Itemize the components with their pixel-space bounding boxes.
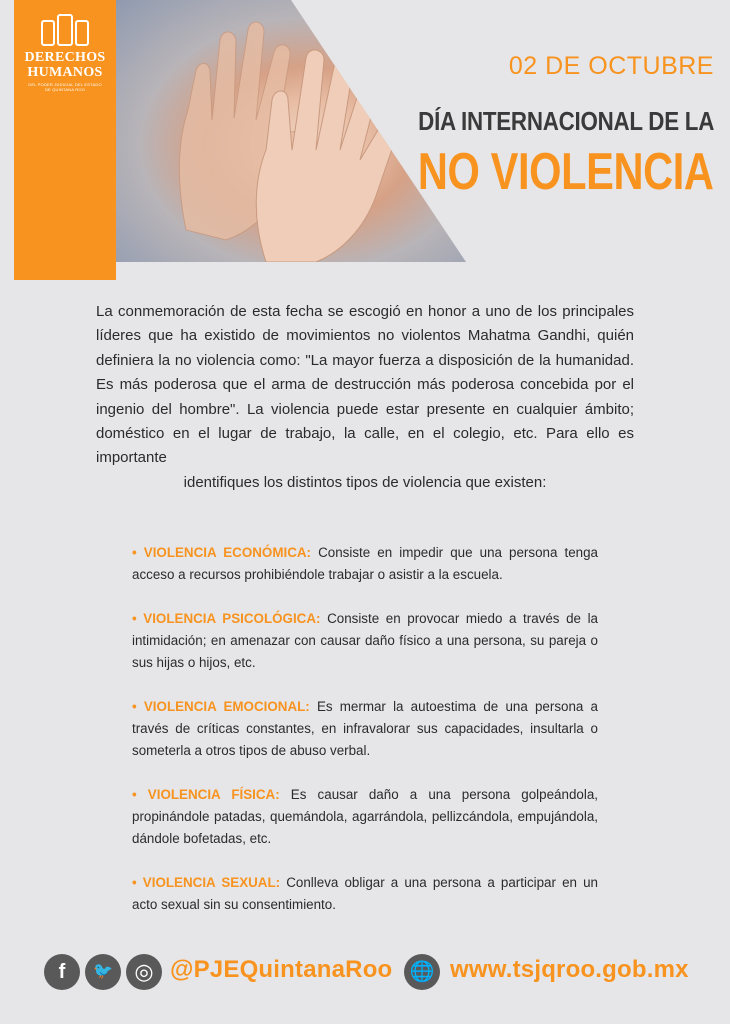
logo-bar	[14, 0, 116, 280]
list-item	[132, 542, 598, 586]
intro-last-line: identifiques los distintos tipos de violencia que existen:	[183, 473, 547, 491]
list-item-title: • VIOLENCIA SEXUAL:	[132, 875, 281, 890]
title-line-1: DÍA INTERNACIONAL DE LA	[418, 106, 714, 136]
list-item-text: Consiste en impedir que una persona tenga acceso a recursos prohibiéndole trabajar o asistir a la escuela.	[132, 545, 598, 582]
list-item-text: Es causar daño a una persona golpeándola, propinándole patadas, quemándola, agarrándola, pellizcándola, empujándola, dándole bofetadas, etc.	[132, 787, 598, 846]
instagram-icon[interactable]: ◎	[126, 954, 162, 990]
twitter-icon[interactable]: 🐦	[85, 954, 121, 990]
event-date: 02 DE OCTUBRE	[508, 52, 714, 80]
list-item	[132, 784, 598, 850]
title-line-2: NO VIOLENCIA	[418, 143, 714, 201]
list-item-text: Conlleva obligar a una persona a participar en un acto sexual sin su consentimiento.	[132, 875, 598, 912]
logo-subtitle: DEL PODER JUDICIAL DEL ESTADO DE QUINTANA ROO	[28, 82, 102, 92]
hands-photo	[116, 0, 466, 262]
social-handle[interactable]: @PJEQuintanaRoo	[170, 956, 393, 983]
facebook-icon[interactable]: f	[44, 954, 80, 990]
list-item	[132, 872, 598, 916]
website-link[interactable]: www.tsjqroo.gob.mx	[450, 956, 689, 983]
list-item-text: Consiste en provocar miedo a través de la intimidación; en amenazar con causar daño físico a una persona, su pareja o sus hijas o hijos, etc.	[132, 611, 598, 670]
list-item-text: Es mermar la autoestima de una persona a través de críticas constantes, en infravalorar sus capacidades, insultarla o someterla a otros tipos de abuso verbal.	[132, 699, 598, 758]
logo-figures-icon	[14, 12, 116, 46]
list-item	[132, 608, 598, 674]
footer	[44, 954, 704, 994]
intro-paragraph	[96, 300, 634, 495]
list-item-title: • VIOLENCIA PSICOLÓGICA:	[132, 611, 321, 626]
list-item-title: • VIOLENCIA FÍSICA:	[132, 787, 280, 802]
list-item	[132, 696, 598, 762]
logo	[14, 12, 116, 92]
intro-text: La conmemoración de esta fecha se escogió en honor a uno de los principales líderes que ha existido de movimientos no violentos Mahatma Gandhi, quién definiera la no violencia como: "La mayor fuerza a disposición de la humanidad. Es más poderosa que el arma de destrucción más poderosa concebida por el ingenio del hombre". La violencia puede estar presente en cualquier ámbito; doméstico en el lugar de trabajo, la calle, en el colegio, etc. Para ello es importante	[96, 303, 634, 467]
list-item-title: • VIOLENCIA EMOCIONAL:	[132, 699, 310, 714]
globe-icon: 🌐	[404, 954, 440, 990]
logo-title: DERECHOS HUMANOS	[24, 50, 106, 80]
violence-types-list	[132, 542, 598, 916]
hands-illustration	[116, 0, 466, 262]
list-item-title: • VIOLENCIA ECONÓMICA:	[132, 545, 312, 560]
